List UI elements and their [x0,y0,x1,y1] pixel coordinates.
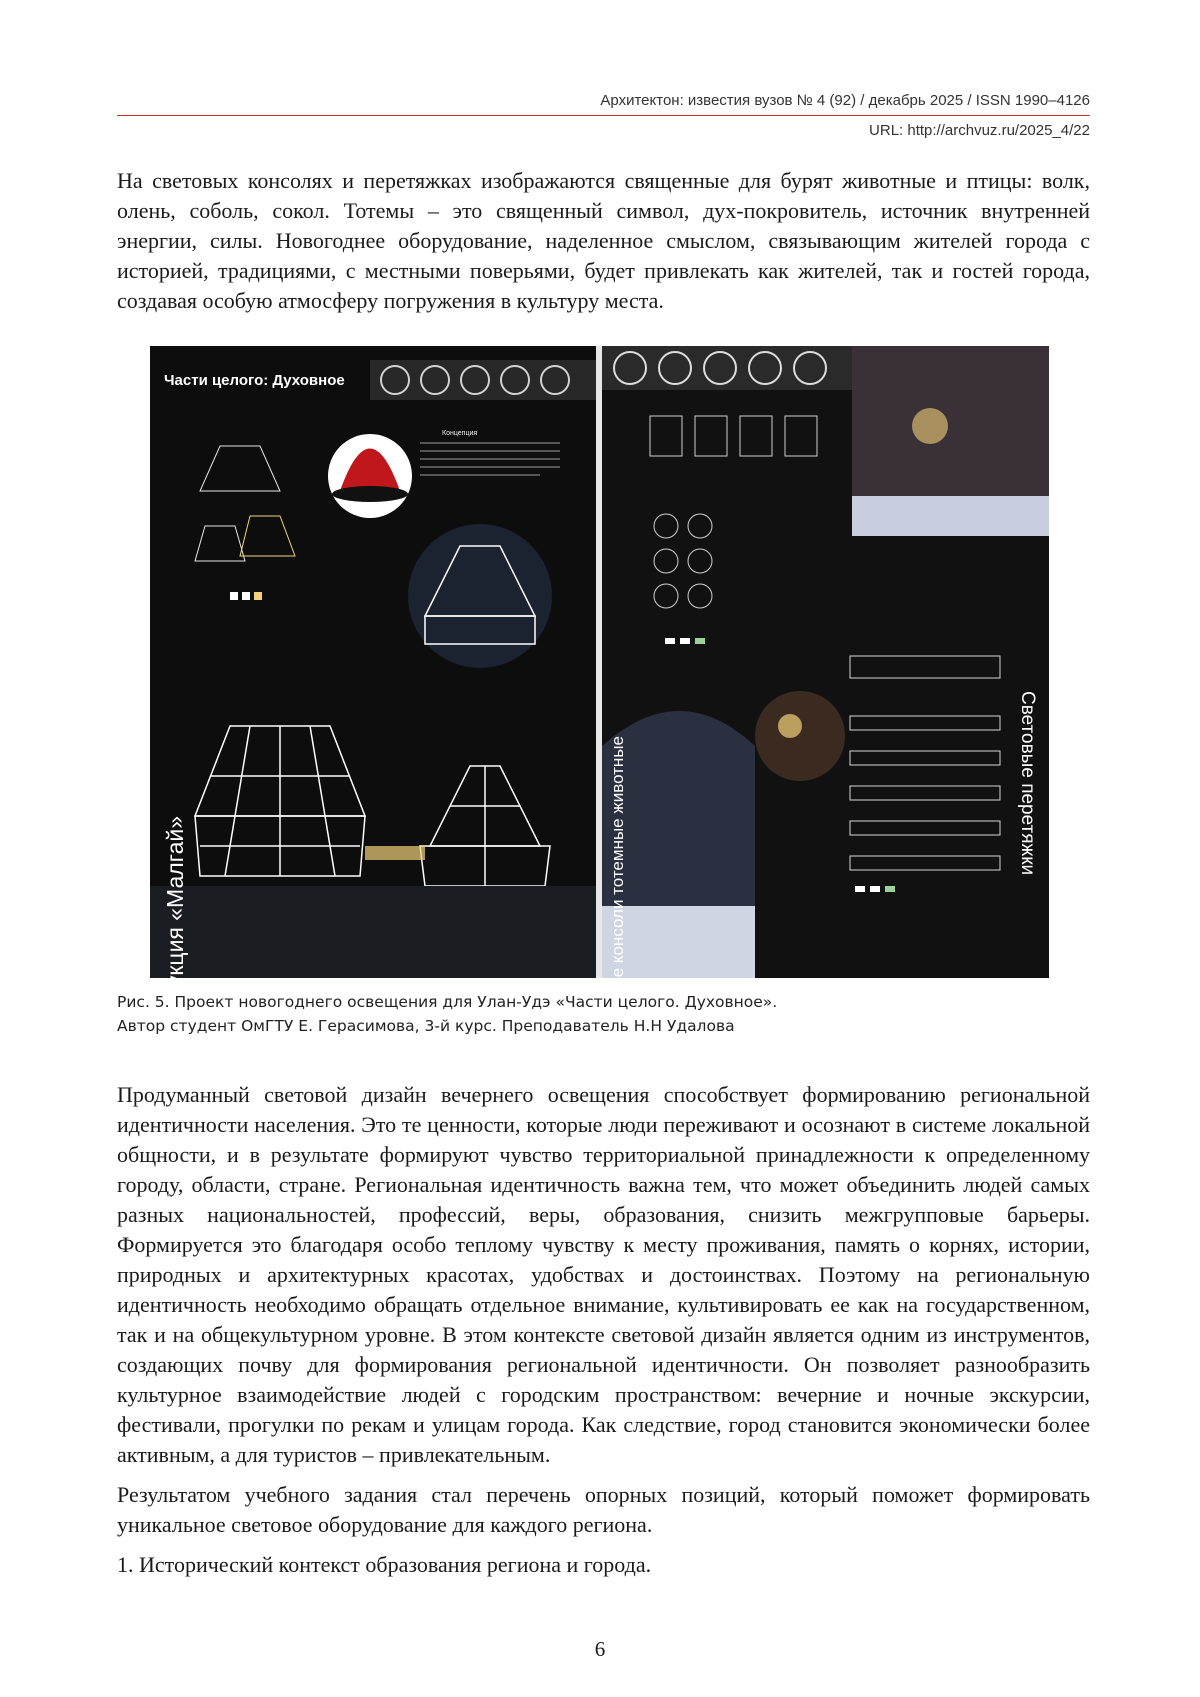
panel-divider [596,346,602,978]
article-url[interactable]: URL: http://archvuz.ru/2025_4/22 [869,122,1090,139]
body-text-top [117,166,1090,326]
paragraph: Результатом учебного задания стал перечень опорных позиций, который поможет формировать уникальное световое оборудование для каждого региона. [117,1482,1090,1537]
caption-line-1: Рис. 5. Проект новогоднего освещения для Улан-Удэ «Части целого. Духовное». [117,993,778,1011]
header-rule [117,115,1090,116]
journal-header: Архитектон: известия вузов № 4 (92) / декабрь 2025 / ISSN 1990–4126 [600,92,1090,109]
street-photo-round [755,691,845,781]
figure-concept-label: Концепция [442,430,478,437]
figure-vertical-label-totem: Световые консоли тотемные животные [608,736,627,1046]
lace-garland-middle [602,346,852,390]
list-item: 1. Исторический контекст образования региона и города. [117,1552,652,1577]
figure-caption [117,990,1090,1038]
figure-vertical-label-malgai: Световая конструкция «Малгай» [162,816,188,1165]
paragraph: Продуманный световой дизайн вечернего освещения способствует формированию региональной идентичности населения. Это те ценности, которые люди переживают и осознают в системе локальной общности, и в результате формируют чувство территориальной принадлежности к определенному городу, области, стране. Региональная идентичность важна тем, что может объединить людей самых разных национальностей, профессий, веры, образования, снизить межгрупповые барьеры. Формируется это благодаря особо теплому чувству к месту проживания, память о корнях, истории, природных и архитектурных красотах, удобствах и достоинствах. Поэтому на региональную идентичность необходимо обращать отдельное внимание, культивировать ее как на государственном, так и на общекультурном уровне. В этом контексте световой дизайн является одним из инструментов, создающих почву для формирования региональной идентичности. Он позволяет разнообразить культурное взаимодействие людей с городским пространством: вечерние и ночные экскурсии, фестивали, прогулки по рекам и улицам города. Как следствие, город становится экономически более активным, а для туристов – привлекательным. [117,1082,1090,1467]
figure-vertical-label-peretyazhki: Световые перетяжки [1017,691,1038,876]
caption-line-2: Автор студент ОмГТУ Е. Герасимова, 3-й курс. Преподаватель Н.Н Удалова [117,1017,735,1035]
body-text-bottom [117,1080,1090,1590]
page-header [117,92,1090,139]
lace-garland-left [370,360,596,400]
figure-panel-title: Части целого: Духовное [164,372,345,389]
paragraph: На световых консолях и перетяжках изображаются священные для бурят животные и птицы: волк, олень, соболь, сокол. Тотемы – это священный символ, дух-покровитель, источник внутренней энергии, силы. Новогоднее оборудование, наделенное смыслом, связывающим жителей города с историей, традициями, с местными поверьями, будет привлекать как жителей, так и гостей города, создавая особую атмосферу погружения в культуру места. [117,168,1090,313]
page-number: 6 [594,1637,606,1661]
